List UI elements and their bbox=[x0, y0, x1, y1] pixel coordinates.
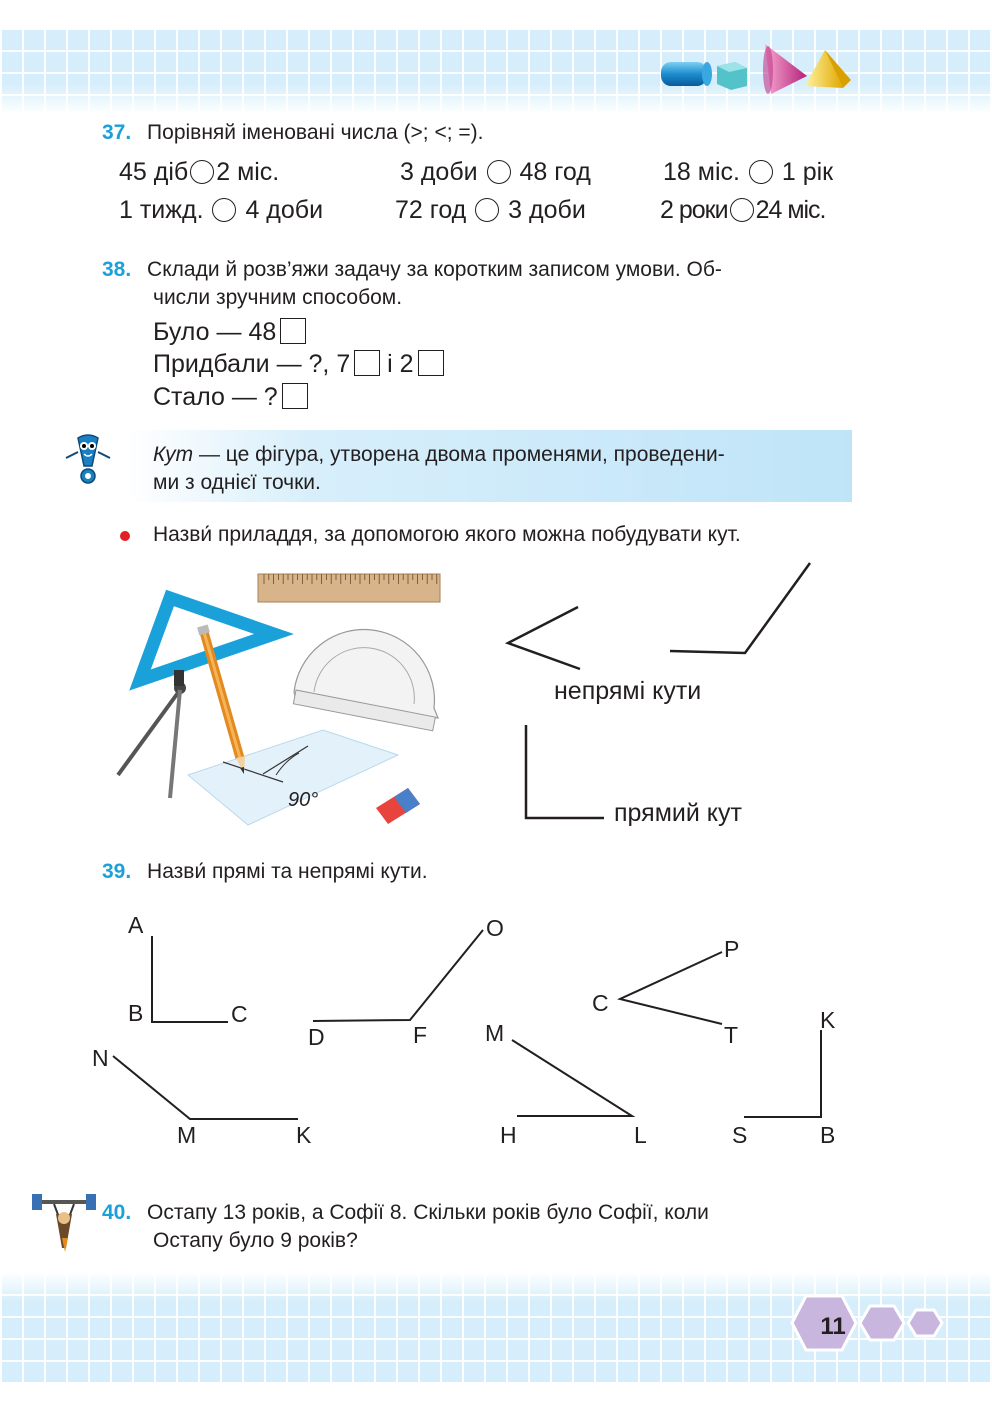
comparison-left: 45 діб bbox=[119, 158, 189, 186]
comparison-left: 72 год bbox=[395, 196, 467, 224]
task-number: 39. bbox=[102, 860, 132, 883]
definition-text: — це фігура, утворена двома променями, проведени- bbox=[193, 443, 725, 466]
cone-icon bbox=[763, 44, 807, 94]
condition-text: і 2 bbox=[387, 350, 414, 378]
condition-text: Придбали — ?, 7 bbox=[153, 350, 351, 378]
definition-line2: ми з однієї точки. bbox=[153, 471, 321, 494]
angle-nmk bbox=[113, 1056, 298, 1119]
point-label: C bbox=[231, 1001, 248, 1027]
task-38-heading bbox=[102, 256, 862, 284]
compass-icon bbox=[118, 670, 186, 798]
definition-term: Кут bbox=[153, 443, 194, 466]
comparison-left: 18 міс. bbox=[663, 158, 740, 186]
angle-skb bbox=[744, 1030, 821, 1117]
point-label: M bbox=[177, 1122, 197, 1148]
shapes-decoration bbox=[655, 40, 855, 100]
point-label: K bbox=[296, 1122, 312, 1148]
definition-line1 bbox=[153, 441, 853, 469]
pyramid-icon bbox=[805, 50, 851, 88]
comparison-left: 1 тижд. bbox=[119, 196, 204, 224]
comparison-right: 4 доби bbox=[245, 196, 324, 224]
obtuse-angle-example bbox=[670, 563, 810, 653]
condition-line-2 bbox=[153, 350, 444, 379]
unit-box[interactable] bbox=[280, 318, 306, 344]
comparison-3 bbox=[663, 158, 833, 187]
angle-label: 90° bbox=[288, 789, 319, 811]
point-label: B bbox=[820, 1122, 836, 1148]
angle-abc bbox=[152, 936, 228, 1022]
comparison-4 bbox=[119, 196, 323, 225]
comparison-1 bbox=[119, 158, 279, 187]
cylinder-icon bbox=[661, 62, 712, 86]
task-40-heading bbox=[102, 1199, 862, 1227]
compare-circle[interactable] bbox=[212, 198, 236, 222]
protractor-icon bbox=[293, 630, 438, 731]
bullet-question: Назви́ приладдя, за допомогою якого можна побудувати кут. bbox=[153, 523, 741, 546]
point-label: B bbox=[128, 1000, 144, 1026]
comparison-right: 48 год bbox=[519, 158, 591, 186]
point-label: K bbox=[820, 1007, 836, 1033]
comparison-left: 3 доби bbox=[400, 158, 478, 186]
page-number-badge bbox=[776, 1290, 956, 1356]
comparison-2 bbox=[400, 158, 591, 187]
compare-circle[interactable] bbox=[475, 198, 499, 222]
task-text-line1: Остапу 13 років, а Софії 8. Скільки років було Софії, коли bbox=[147, 1201, 709, 1224]
right-angle-label: прямий кут bbox=[614, 799, 742, 827]
task-39-heading bbox=[102, 858, 428, 886]
point-label: P bbox=[724, 936, 740, 962]
point-label: C bbox=[592, 990, 609, 1016]
task-number: 40. bbox=[102, 1201, 132, 1224]
task-text-line2: Остапу було 9 років? bbox=[153, 1229, 358, 1252]
point-label: S bbox=[732, 1122, 748, 1148]
comparison-right: 2 міс. bbox=[216, 158, 280, 186]
task-number: 37. bbox=[102, 121, 132, 144]
compare-circle[interactable] bbox=[190, 160, 214, 184]
eraser-icon bbox=[376, 788, 420, 824]
drawing-tools-illustration bbox=[108, 570, 448, 830]
angle-dfo bbox=[313, 930, 483, 1021]
point-label: O bbox=[486, 915, 504, 941]
exclamation-mascot-icon bbox=[58, 430, 118, 490]
weightlifter-mascot-icon bbox=[32, 1192, 96, 1256]
cube-icon bbox=[717, 62, 747, 90]
compare-circle[interactable] bbox=[487, 160, 511, 184]
comparison-right: 24 міс. bbox=[755, 196, 826, 224]
condition-line-1 bbox=[153, 318, 306, 347]
compare-circle[interactable] bbox=[749, 160, 773, 184]
unit-box[interactable] bbox=[282, 383, 308, 409]
task-37-heading bbox=[102, 119, 484, 147]
task-text: Порівняй іменовані числа (>; <; =). bbox=[147, 121, 484, 144]
angle-pct bbox=[620, 952, 722, 1024]
task-text-line1: Склади й розв’яжи задачу за коротким записом умови. Об- bbox=[147, 258, 722, 281]
point-label: T bbox=[724, 1022, 739, 1048]
page-number: 11 bbox=[820, 1313, 846, 1340]
comparison-5 bbox=[395, 196, 586, 225]
task-text-line2: числи зручним способом. bbox=[153, 286, 403, 309]
non-right-angles-label: непрямі кути bbox=[554, 677, 702, 705]
acute-angle-example bbox=[508, 607, 580, 669]
point-label: F bbox=[413, 1022, 428, 1048]
task-text: Назви́ прямі та непрямі кути. bbox=[147, 860, 428, 883]
unit-box[interactable] bbox=[354, 350, 380, 376]
comparison-right: 3 доби bbox=[508, 196, 586, 224]
condition-text: Було — 48 bbox=[153, 318, 277, 346]
point-label: H bbox=[500, 1122, 517, 1148]
comparison-6 bbox=[660, 196, 826, 225]
unit-box[interactable] bbox=[418, 350, 444, 376]
condition-text: Стало — ? bbox=[153, 383, 278, 411]
comparison-right: 1 рік bbox=[781, 158, 834, 186]
right-angle-example bbox=[526, 725, 604, 818]
point-label: M bbox=[485, 1020, 505, 1046]
condition-line-3 bbox=[153, 383, 308, 412]
bullet-icon bbox=[120, 531, 130, 541]
point-label: L bbox=[634, 1122, 647, 1148]
task-number: 38. bbox=[102, 258, 132, 281]
compare-circle[interactable] bbox=[730, 198, 754, 222]
point-label: N bbox=[92, 1045, 109, 1071]
angle-mlh bbox=[512, 1040, 632, 1116]
point-label: D bbox=[308, 1024, 325, 1050]
point-label: A bbox=[128, 912, 144, 938]
comparison-left: 2 роки bbox=[660, 196, 728, 224]
ruler-icon bbox=[258, 574, 440, 602]
